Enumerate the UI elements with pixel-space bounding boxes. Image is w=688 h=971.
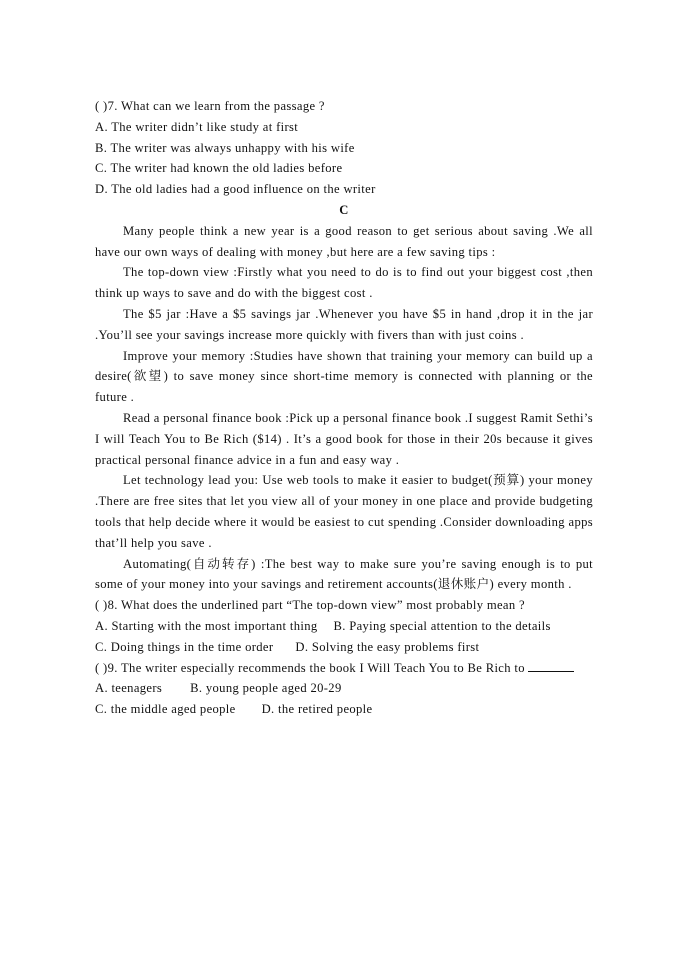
paragraph-automating: Automating(自动转存) :The best way to make sure you’re saving enough is to put some of your money into your savings and retirement accounts(退休账户) every month . (95, 556, 593, 592)
question-8-option-b: B. Paying special attention to the details (333, 618, 551, 633)
question-9-option-c: C. the middle aged people (95, 702, 236, 717)
answer-blank (528, 659, 574, 672)
paragraph-technology: Let technology lead you: Use web tools to make it easier to budget(预算) your money .There are free sites that let you view all of your money in one place and provide budgeting tools that help decide where it would be easiest to cut spending .Consider downloading apps that’ll help you save . (95, 473, 593, 550)
question-8-options-cd (95, 637, 593, 658)
question-7-option-c: C. The writer had known the old ladies before (95, 161, 343, 176)
question-8-option-d: D. Solving the easy problems first (295, 639, 480, 654)
top-down-view-heading: The top-down view (123, 265, 230, 280)
question-9-option-a: A. teenagers (95, 681, 163, 696)
paragraph-top-down-view (95, 262, 593, 304)
question-7-option-a: A. The writer didn’t like study at first (95, 119, 299, 134)
question-8-stem: ( )8. What does the underlined part “The top-down view” most probably mean ? (95, 598, 525, 613)
page-content (95, 96, 593, 720)
paragraph-improve-memory: Improve your memory :Studies have shown that training your memory can build up a desire(欲望) to save money since short-time memory is connected with planning or the future . (95, 348, 593, 405)
question-9-options-ab (95, 678, 593, 699)
question-7-stem: ( )7. What can we learn from the passage ? (95, 99, 325, 113)
question-8-option-c: C. Doing things in the time order (95, 639, 274, 654)
paragraph-finance-book: Read a personal finance book :Pick up a personal finance book .I suggest Ramit Sethi’s I will Teach You to Be Rich ($14) . It’s a good book for those in their 20s because it gives practical personal finance advice in a fun and easy way . (95, 410, 593, 467)
paragraph-five-dollar-jar: The $5 jar :Have a $5 savings jar .Whenever you have $5 in hand ,drop it in the jar .You’ll see your savings increase more quickly with fivers than with just coins . (95, 306, 593, 342)
question-9-option-b: B. young people aged 20-29 (190, 681, 342, 696)
paragraph-intro: Many people think a new year is a good reason to get serious about saving .We all have our own ways of dealing with money ,but here are a few saving tips : (95, 223, 593, 259)
top-down-view-body: :Firstly what you need to do is to find out your biggest cost ,then think up ways to save and do with the biggest cost . (95, 265, 593, 301)
question-7-option-d: D. The old ladies had a good influence on the writer (95, 182, 376, 197)
question-9-stem: ( )9. The writer especially recommends the book I Will Teach You to Be Rich to (95, 660, 525, 675)
question-8-options-ab (95, 616, 593, 637)
question-9-option-d: D. the retired people (261, 702, 373, 717)
question-8-option-a: A. Starting with the most important thing (95, 618, 318, 633)
question-7-option-b: B. The writer was always unhappy with his wife (95, 140, 355, 155)
section-title: C (339, 202, 349, 217)
question-9-options-cd (95, 699, 593, 720)
question-9-stem-wrap (95, 658, 593, 679)
